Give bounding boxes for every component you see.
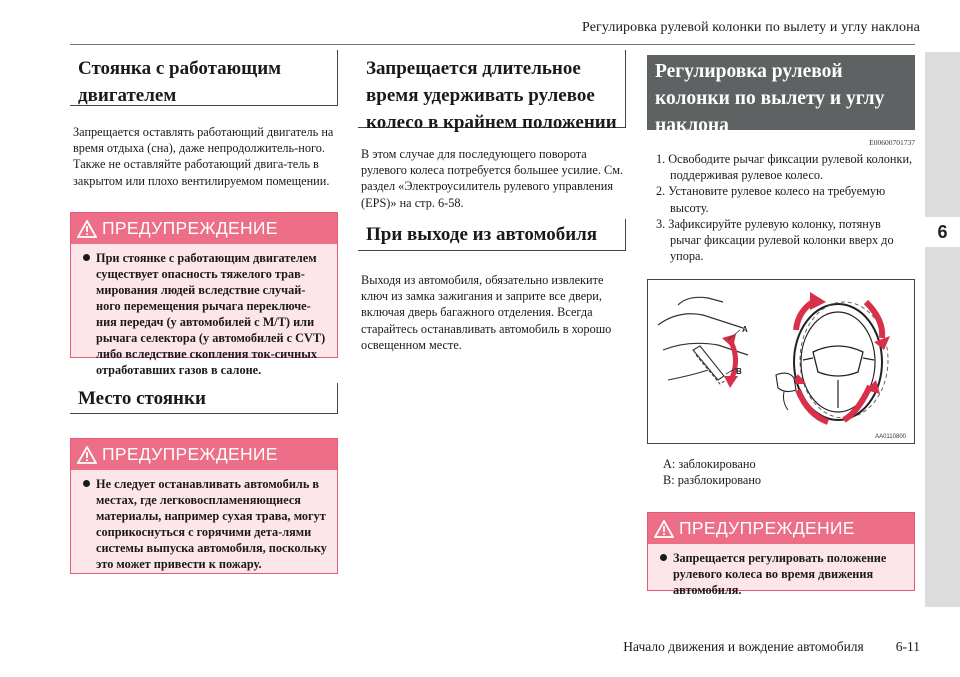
warning-label: ПРЕДУПРЕЖДЕНИЕ <box>102 444 278 464</box>
figure-label-b: B <box>736 367 742 376</box>
figure-label-a: A <box>742 325 748 334</box>
figure-legend <box>663 456 913 488</box>
section-title-idling: Стоянка с работающим двигателем <box>70 50 338 106</box>
warning-header <box>71 439 337 470</box>
warning-label: ПРЕДУПРЕЖДЕНИЕ <box>102 218 278 238</box>
legend-item-b: B: разблокировано <box>663 473 762 487</box>
steering-column-illustration <box>648 280 914 443</box>
warning-box-idling <box>70 212 338 377</box>
warning-label: ПРЕДУПРЕЖДЕНИЕ <box>679 518 855 538</box>
warning-text-adjust-driving: Запрещается регулировать положение рулевого колеса во время движения автомобиля. <box>673 551 887 597</box>
steering-adjustment-figure <box>647 279 915 444</box>
legend-item-a: A: заблокировано <box>663 457 756 471</box>
page-footer <box>623 639 920 655</box>
warning-box-parking-place <box>70 438 338 574</box>
warning-box-adjust-driving <box>647 512 915 597</box>
step-item: 1. Освободите рычаг фиксации рулевой колонки, поддерживая рулевое колесо. <box>656 152 913 183</box>
step-item: 3. Зафиксируйте рулевую колонку, потянув рычаг фиксации рулевой колонки вверх до упора. <box>656 216 894 264</box>
adjustment-steps <box>656 151 914 264</box>
section-text-idling: Запрещается оставлять работающий двигатель на время отдыха (сна), даже непродолжитель-ного. Также не оставляйте работающий двига-тель в закрытом или плохо вентилируемом помещении. <box>73 125 334 188</box>
warning-triangle-icon <box>77 220 97 238</box>
section-title-parking-place: Место стоянки <box>70 383 338 414</box>
warning-text-idling: При стоянке с работающим двигателем существует опасность тяжелого трав-мирования людей вследствие случай-ного перемещения рычага переключе-ния передач (у автомобилей с M/T) или рычага селектора (у автомобилей с CVT) либо вследствие скопления ток-сичных отработавших газов в салоне. <box>96 251 326 377</box>
section-text-leaving-vehicle: Выходя из автомобиля, обязательно извлеките ключ из замка зажигания и заприте все двери, включая дверь багажного отделения. Всегда старайтесь останавливать автомобиль в хорошо освещенном месте. <box>361 273 612 352</box>
chapter-tab-number: 6 <box>925 217 960 247</box>
page-number: 6-11 <box>895 639 920 654</box>
warning-triangle-icon <box>77 446 97 464</box>
bullet-dot-icon <box>83 254 90 261</box>
chapter-tab-strip <box>925 52 960 607</box>
section-text-steering-hold: В этом случае для последующего поворота рулевого колеса потребуется большее усилие. См. раздел «Электроусилитель рулевого управления (EPS)» на стр. 6-58. <box>361 147 624 210</box>
warning-triangle-icon <box>654 520 674 538</box>
figure-code: AA0110800 <box>875 434 906 440</box>
document-code: E00600701737 <box>869 138 915 147</box>
section-title-leaving-vehicle: При выходе из автомобиля <box>358 219 626 251</box>
running-head: Регулировка рулевой колонки по вылету и углу наклона <box>582 20 920 35</box>
warning-header <box>71 213 337 244</box>
bullet-dot-icon <box>660 554 667 561</box>
step-item: 2. Установите рулевое колесо на требуемую высоту. <box>656 184 886 215</box>
section-title-steering-hold: Запрещается длительное время удерживать рулевое колесо в крайнем положении <box>358 50 626 128</box>
warning-text-parking-place: Не следует останавливать автомобиль в местах, где легковоспламеняющиеся материалы, например сухая трава, могут соприкоснуться с горячими дета-лями системы выпуска автомобиля, поскольку это может привести к пожару. <box>96 477 327 571</box>
footer-chapter-name: Начало движения и вождение автомобиля <box>623 639 864 654</box>
section-title-tilt-telescopic: Регулировка рулевой колонки по вылету и углу наклона <box>647 55 915 130</box>
warning-header <box>648 513 914 544</box>
header-divider <box>70 44 915 45</box>
bullet-dot-icon <box>83 480 90 487</box>
